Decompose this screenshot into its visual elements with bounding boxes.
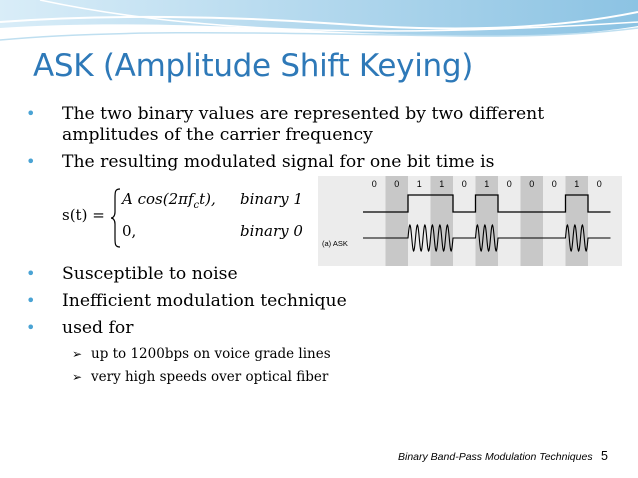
bit-label: 0 (371, 179, 377, 189)
bit-slot-stripe (476, 176, 499, 266)
case1-subscript: c (193, 200, 200, 211)
bit-label: 1 (484, 179, 490, 189)
bit-label: 0 (529, 179, 535, 189)
bullet-dot-icon: • (26, 152, 36, 171)
bullet-text: The two binary values are represented by two different (62, 104, 545, 124)
bullet-text: used for (62, 318, 134, 338)
equation-case2-expr: 0, (122, 222, 137, 240)
equation-case1-expr (122, 190, 216, 211)
figure-caption: (a) ASK (322, 239, 348, 248)
bullet-text: Susceptible to noise (62, 264, 238, 284)
ask-waveform-figure (318, 176, 622, 266)
ask-equation (62, 186, 322, 248)
bit-slot-stripe (386, 176, 409, 266)
bit-label: 1 (416, 179, 422, 189)
page-number: 5 (601, 449, 608, 463)
bit-slot-stripe (521, 176, 544, 266)
bit-label: 0 (506, 179, 512, 189)
bullet-text: amplitudes of the carrier frequency (62, 125, 373, 145)
slide-title: ASK (Amplitude Shift Keying) (33, 48, 474, 84)
arrow-bullet-icon: ➢ (72, 347, 83, 361)
case1-expression: A cos(2πf (122, 190, 194, 208)
bit-label: 0 (394, 179, 400, 189)
bit-slot-stripe (566, 176, 589, 266)
sub-bullet-text: very high speeds over optical fiber (91, 369, 329, 385)
bit-label: 0 (551, 179, 557, 189)
bit-label: 1 (439, 179, 445, 189)
equation-lhs: s(t) = (62, 206, 105, 224)
bullet-text: The resulting modulated signal for one bit time is (62, 152, 495, 172)
sub-bullet-text: up to 1200bps on voice grade lines (91, 346, 331, 362)
bit-slot-stripe (431, 176, 454, 266)
bullet-dot-icon: • (26, 104, 36, 123)
bullet-dot-icon: • (26, 291, 36, 310)
equation-case1-condition: binary 1 (240, 190, 303, 208)
left-brace-icon (110, 188, 122, 248)
bullet-text: Inefficient modulation technique (62, 291, 347, 311)
equation-case2-condition: binary 0 (240, 222, 303, 240)
bit-label: 0 (461, 179, 467, 189)
arrow-bullet-icon: ➢ (72, 370, 83, 384)
footer-section-title: Binary Band-Pass Modulation Techniques (398, 451, 593, 463)
case1-tail: t), (199, 190, 216, 208)
bullet-dot-icon: • (26, 318, 36, 337)
bit-label: 0 (596, 179, 602, 189)
bit-label: 1 (574, 179, 580, 189)
bullet-dot-icon: • (26, 264, 36, 283)
